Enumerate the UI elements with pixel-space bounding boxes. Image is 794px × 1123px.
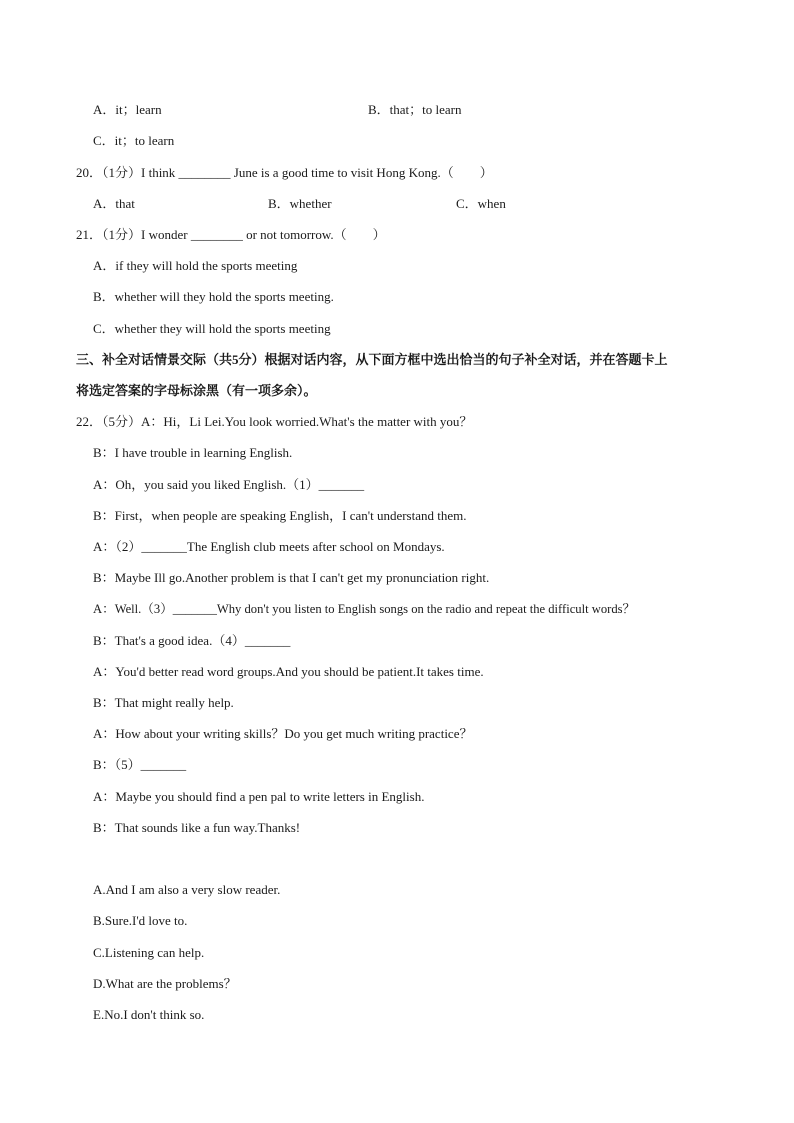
dialogue-line: B：Maybe Ill go.Another problem is that I can't get my pronunciation right. [93,570,490,585]
q20-stem: 20．（1分）I think ________ June is a good time to visit Hong Kong.（ ） [76,165,493,180]
q20-option-c: C．when [456,196,506,211]
q21-option-c: C．whether they will hold the sports meeting [93,321,331,336]
section3-heading-line2: 将选定答案的字母标涂黑（有一项多余）。 [76,383,317,398]
q19-option-b: B．that；to learn [368,102,462,117]
q19-option-a: A．it；learn [93,102,162,117]
dialogue-line: B：That might really help. [93,695,234,710]
dialogue-line: A：Oh，you said you liked English.（1）_______ [93,477,365,492]
dialogue-line: B：（5）_______ [93,757,187,772]
q22-stem: 22．（5分）A：Hi，Li Lei.You look worried.What's the matter with you？ [76,414,473,429]
dialogue-line: B：That's a good idea.（4）_______ [93,633,291,648]
section3-heading-line1: 三、补全对话情景交际（共5分）根据对话内容，从下面方框中选出恰当的句子补全对话，并在答题卡上 [76,352,668,367]
choice-d: D.What are the problems？ [93,976,237,991]
dialogue-line: B：First，when people are speaking English，I can't understand them. [93,508,467,523]
q21-stem: 21．（1分）I wonder ________ or not tomorrow.（ ） [76,227,386,242]
choice-a: A.And I am also a very slow reader. [93,882,281,897]
choice-c: C.Listening can help. [93,945,205,960]
dialogue-line: A：Well.（3）_______Why don't you listen to English songs on the radio and repeat the difficult words？ [93,602,636,616]
choice-b: B.Sure.I'd love to. [93,913,188,928]
dialogue-line: B：I have trouble in learning English. [93,445,293,460]
choice-e: E.No.I don't think so. [93,1007,205,1022]
q21-option-a: A．if they will hold the sports meeting [93,258,298,273]
dialogue-line: A：Maybe you should find a pen pal to write letters in English. [93,789,425,804]
q20-option-a: A．that [93,196,135,211]
dialogue-line: A：You'd better read word groups.And you should be patient.It takes time. [93,664,484,679]
q21-option-b: B．whether will they hold the sports meeting. [93,289,334,304]
q19-option-c: C．it；to learn [93,133,175,148]
dialogue-line: A：（2）_______The English club meets after school on Mondays. [93,539,445,554]
q20-option-b: B．whether [268,196,332,211]
dialogue-line: B：That sounds like a fun way.Thanks! [93,820,301,835]
dialogue-line: A：How about your writing skills？Do you get much writing practice？ [93,726,473,741]
